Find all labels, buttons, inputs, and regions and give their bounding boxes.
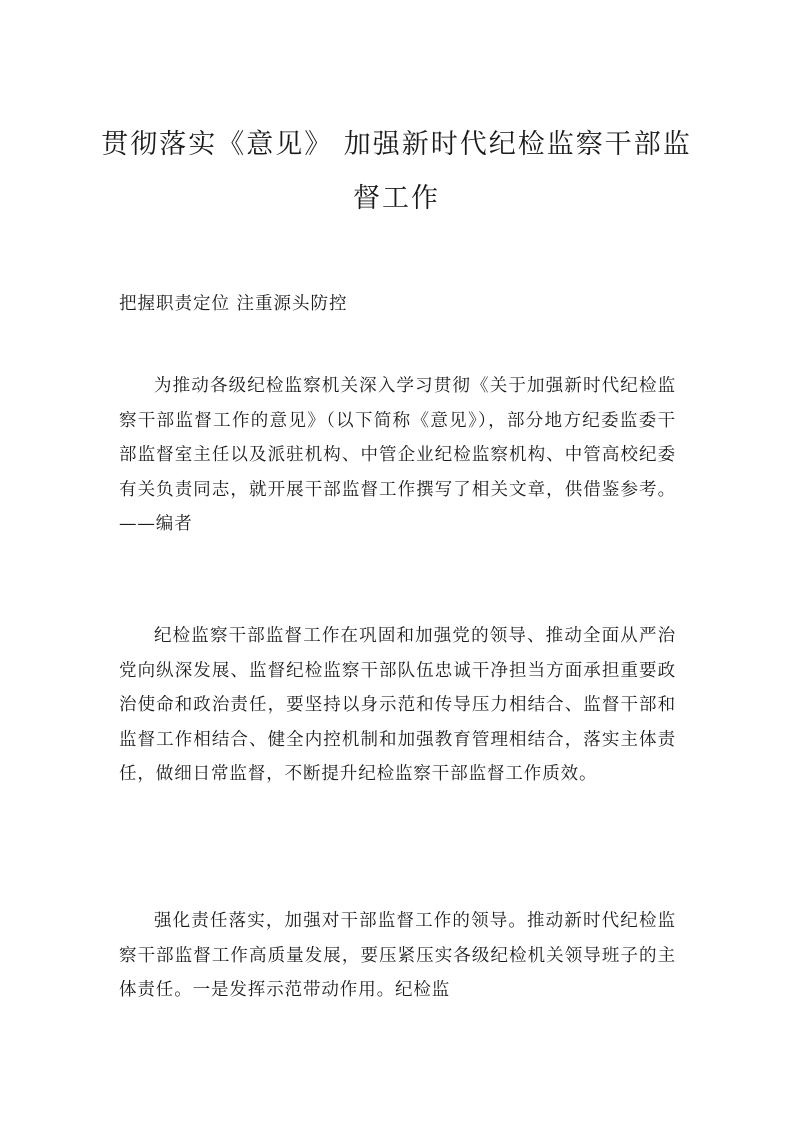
document-title: 贯彻落实《意见》 加强新时代纪检监察干部监督工作 — [101, 129, 692, 214]
paragraph-3: 强化责任落实，加强对干部监督工作的领导。推动新时代纪检监察干部监督工作高质量发展，要压紧压实各级纪检机关领导班子的主体责任。一是发挥示范带动作用。纪检监 — [119, 911, 676, 1000]
section-subheading: 把握职责定位 注重源头防控 — [119, 294, 348, 314]
paragraph-intro: 为推动各级纪检监察机关深入学习贯彻《关于加强新时代纪检监察干部监督工作的意见》（以下简称《意见》），部分地方纪委监委干部监督室主任以及派驻机构、中管企业纪检监察机构、中管高校纪委有关负责同志，就开展干部监督工作撰写了相关文章，供借鉴参考。——编者 — [119, 376, 676, 534]
paragraph-2: 纪检监察干部监督工作在巩固和加强党的领导、推动全面从严治党向纵深发展、监督纪检监察干部队伍忠诚干净担当方面承担重要政治使命和政治责任，要坚持以身示范和传导压力相结合、监督干部和监督工作相结合、健全内控机制和加强教育管理相结合，落实主体责任，做细日常监督，不断提升纪检监察干部监督工作质效。 — [119, 626, 676, 784]
